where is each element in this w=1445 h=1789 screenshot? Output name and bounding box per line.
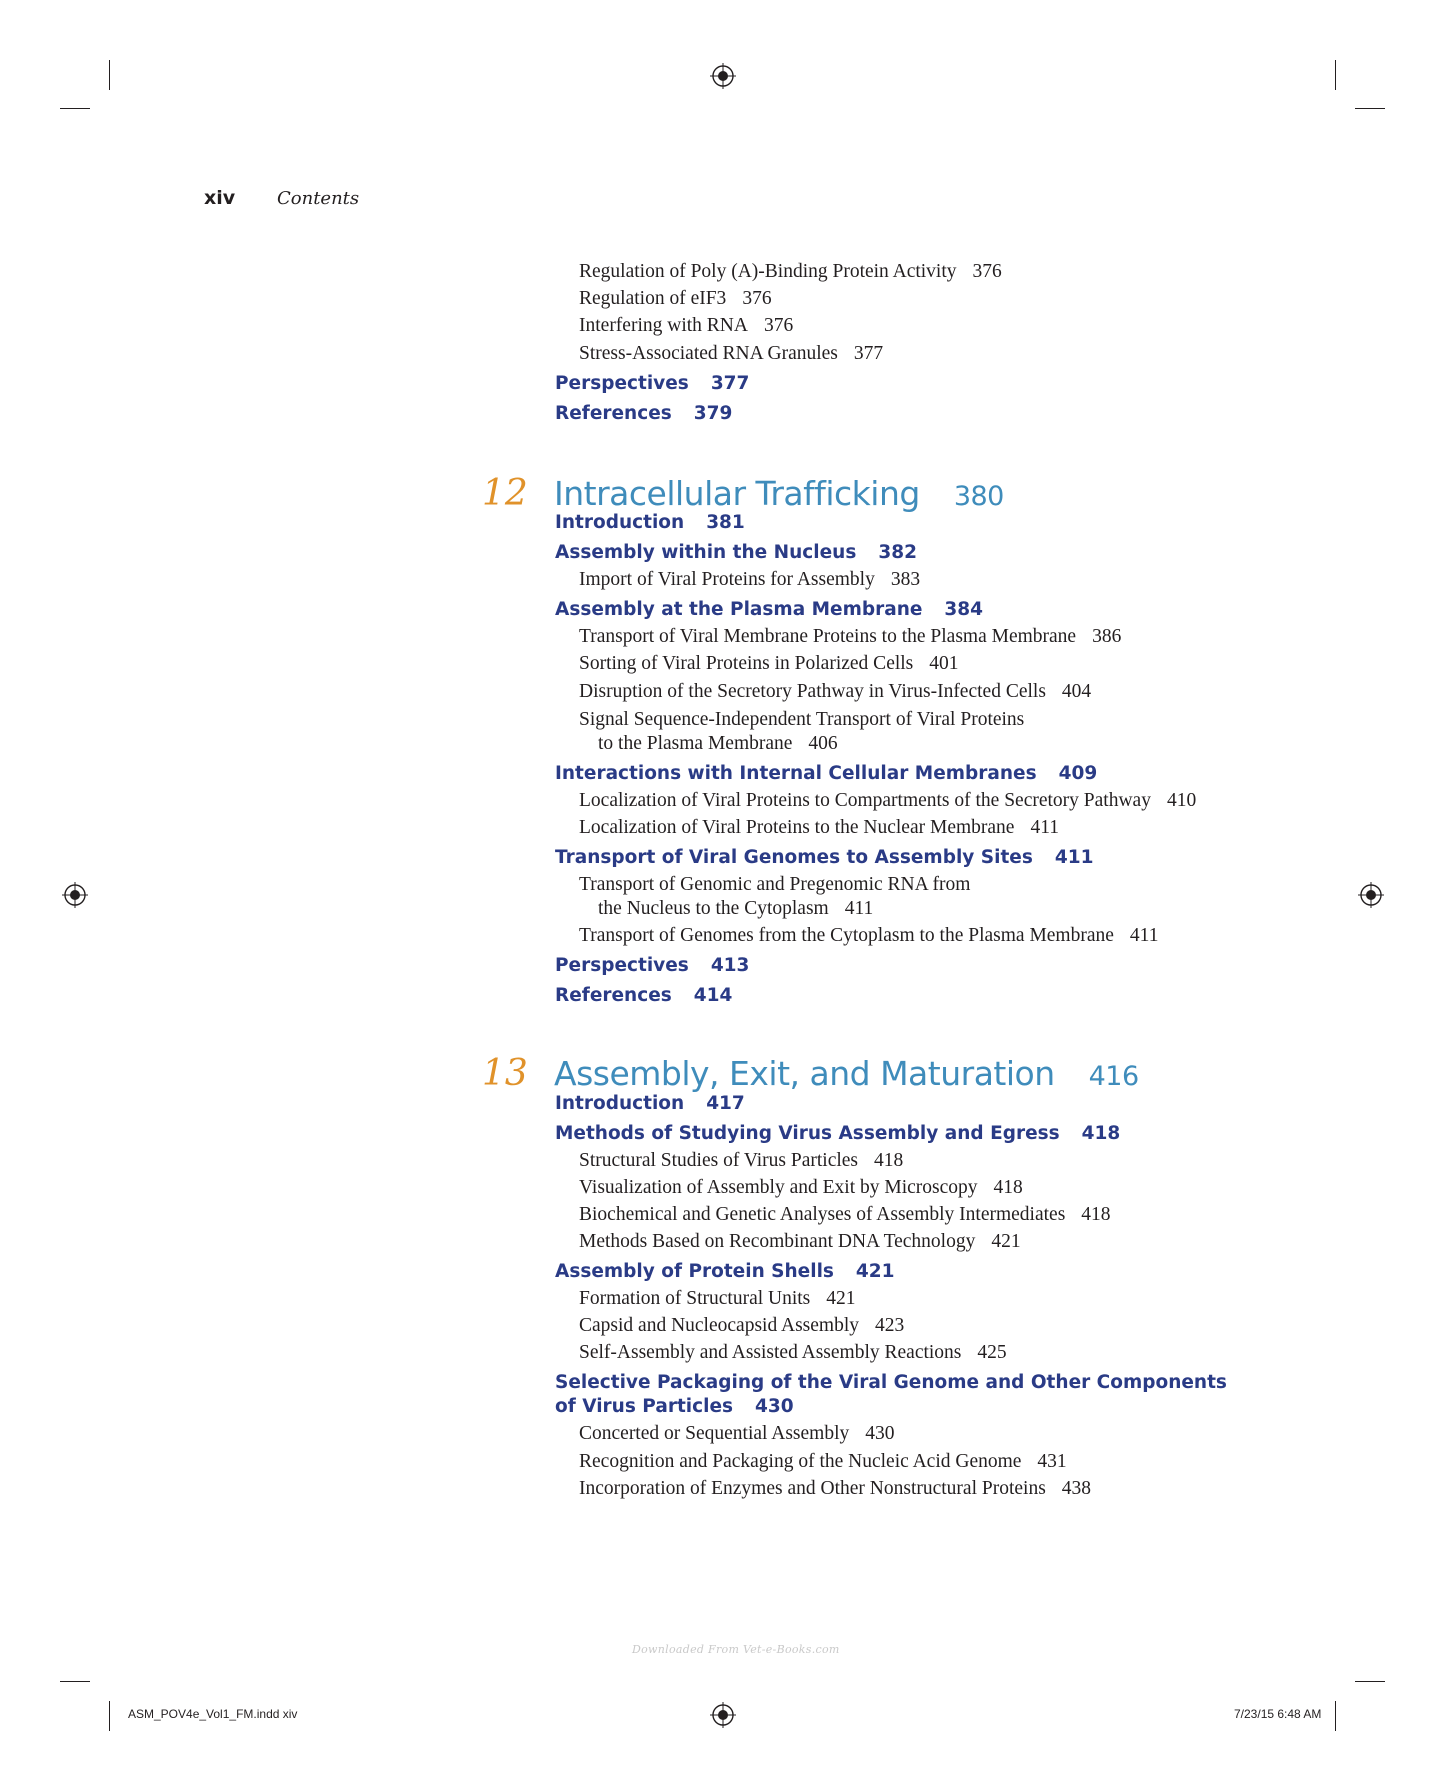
crop-mark [1355,1681,1385,1682]
toc-entry-title: References [555,985,672,1006]
crop-mark [1335,1701,1336,1731]
toc-subsection-entry[interactable] [579,1231,1021,1253]
toc-subsection-entry[interactable] [579,626,1121,648]
toc-entry-page: 376 [972,261,1002,282]
chapter-title-text: Assembly, Exit, and Maturation [554,1054,1055,1093]
toc-entry-title: Transport of Genomic and Pregenomic RNA from [579,874,971,895]
toc-section-entry[interactable] [555,1396,794,1417]
chapter-title[interactable] [554,1054,1139,1093]
toc-entry-title: Regulation of Poly (A)-Binding Protein Activity [579,261,957,282]
toc-entry-page: 379 [693,403,733,424]
watermark: Downloaded From Vet-e-Books.com [632,1643,840,1656]
toc-entry-title: Assembly within the Nucleus [555,542,857,563]
toc-entry-title: Regulation of eIF3 [579,288,727,309]
toc-subsection-entry[interactable] [579,925,1158,947]
toc-entry-page: 418 [1081,1204,1111,1225]
toc-entry-title: Interfering with RNA [579,315,748,336]
toc-subsection-entry[interactable] [579,817,1059,839]
toc-section-entry[interactable] [555,763,1097,784]
toc-entry-title: Capsid and Nucleocapsid Assembly [579,1315,859,1336]
toc-subsection-entry[interactable] [579,1204,1111,1226]
toc-entry-page: 411 [1129,925,1159,946]
toc-entry-page: 381 [706,512,745,533]
toc-subsection-entry[interactable] [579,288,772,310]
toc-entry-title: Signal Sequence-Independent Transport of Viral Proteins [579,709,1025,730]
toc-subsection-entry[interactable] [579,1478,1091,1500]
toc-entry-page: 406 [808,733,838,754]
toc-entry-title: Methods Based on Recombinant DNA Technology [579,1231,976,1252]
toc-entry-page: 376 [763,315,794,336]
crop-mark [60,1681,90,1682]
toc-subsection-entry[interactable] [598,898,873,920]
toc-entry-page: 401 [929,653,959,674]
toc-subsection-entry[interactable] [579,1177,1023,1199]
chapter-page: 380 [953,481,1004,512]
toc-entry-title: Biochemical and Genetic Analyses of Assembly Intermediates [579,1204,1066,1225]
registration-mark-icon [710,1702,736,1728]
toc-subsection-entry[interactable] [579,569,920,591]
chapter-title[interactable] [554,474,1004,513]
toc-entry-title: the Nucleus to the Cytoplasm [598,898,829,919]
toc-entry-page: 418 [993,1177,1023,1198]
toc-entry-page: 376 [742,288,772,309]
toc-entry-title: Self-Assembly and Assisted Assembly Reactions [579,1342,962,1363]
toc-entry-page: 430 [865,1423,895,1444]
toc-entry-page: 423 [875,1315,905,1336]
toc-entry-title: Structural Studies of Virus Particles [579,1150,859,1171]
toc-entry-title: Introduction [555,512,685,533]
toc-subsection-entry[interactable] [579,874,970,896]
toc-entry-page: 431 [1037,1451,1067,1472]
toc-subsection-entry[interactable] [579,790,1196,812]
registration-mark-icon [710,63,736,89]
toc-entry-page: 425 [977,1342,1007,1363]
toc-subsection-entry[interactable] [579,261,1002,283]
chapter-title-text: Intracellular Trafficking [554,474,920,513]
toc-subsection-entry[interactable] [579,315,793,337]
toc-entry-title: Assembly at the Plasma Membrane [555,599,923,620]
toc-subsection-entry[interactable] [579,1315,904,1337]
toc-entry-page: 377 [710,373,750,394]
toc-entry-title: Introduction [555,1093,685,1114]
chapter-page: 416 [1088,1061,1139,1092]
toc-entry-page: 404 [1061,681,1092,702]
page-folio: xiv [204,187,236,209]
toc-section-entry[interactable] [555,985,732,1006]
toc-entry-page: 382 [878,542,917,563]
toc-entry-title: to the Plasma Membrane [598,733,793,754]
toc-entry-title: Concerted or Sequential Assembly [579,1423,850,1444]
chapter-number: 13 [482,1053,528,1094]
toc-subsection-entry[interactable] [598,733,838,755]
toc-section-entry[interactable] [555,1372,1227,1393]
toc-section-entry[interactable] [555,542,917,563]
toc-section-entry[interactable] [555,1123,1120,1144]
toc-entry-page: 430 [755,1396,794,1417]
toc-subsection-entry[interactable] [579,1288,856,1310]
toc-section-entry[interactable] [555,599,983,620]
running-head: Contents [277,188,360,209]
crop-mark [1355,108,1385,109]
toc-entry-title: Stress-Associated RNA Granules [579,343,838,364]
toc-entry-title: Methods of Studying Virus Assembly and Egress [555,1123,1060,1144]
toc-entry-title: Transport of Viral Genomes to Assembly Sites [555,847,1033,868]
toc-entry-page: 417 [706,1093,745,1114]
toc-entry-page: 409 [1058,763,1098,784]
toc-subsection-entry[interactable] [579,1451,1067,1473]
toc-entry-title: Visualization of Assembly and Exit by Microscopy [579,1177,978,1198]
toc-entry-title: Localization of Viral Proteins to the Nuclear Membrane [579,817,1015,838]
toc-section-entry[interactable] [555,1093,745,1114]
toc-subsection-entry[interactable] [579,1150,903,1172]
toc-entry-page: 418 [1081,1123,1121,1144]
toc-entry-page: 418 [874,1150,904,1171]
chapter-number: 12 [482,473,528,514]
toc-entry-title: Import of Viral Proteins for Assembly [579,569,875,590]
toc-entry-page: 411 [844,898,874,919]
toc-entry-page: 421 [855,1261,895,1282]
toc-entry-title: Incorporation of Enzymes and Other Nonstructural Proteins [579,1478,1046,1499]
toc-entry-title: Formation of Structural Units [579,1288,811,1309]
slug-right: 7/23/15 6:48 AM [1234,1707,1322,1721]
toc-subsection-entry[interactable] [579,709,1024,731]
crop-mark [60,108,90,109]
toc-entry-title: References [555,403,672,424]
toc-entry-page: 411 [1054,847,1094,868]
toc-section-entry[interactable] [555,1261,895,1282]
toc-entry-title: Localization of Viral Proteins to Compartments of the Secretory Pathway [579,790,1151,811]
toc-entry-page: 438 [1061,1478,1092,1499]
toc-entry-title: Perspectives [555,955,689,976]
toc-entry-title: Sorting of Viral Proteins in Polarized Cells [579,653,914,674]
toc-subsection-entry[interactable] [579,653,959,675]
toc-section-entry[interactable] [555,373,749,394]
toc-entry-title: Transport of Viral Membrane Proteins to the Plasma Membrane [579,626,1077,647]
toc-entry-page: 421 [991,1231,1021,1252]
registration-mark-icon [1358,882,1384,908]
crop-mark [1335,60,1336,90]
toc-entry-page: 413 [710,955,750,976]
toc-subsection-entry[interactable] [579,1423,895,1445]
toc-entry-title: Disruption of the Secretory Pathway in Virus-Infected Cells [579,681,1046,702]
toc-section-entry[interactable] [555,955,749,976]
registration-mark-icon [62,882,88,908]
toc-entry-page: 377 [853,343,884,364]
toc-section-entry[interactable] [555,403,732,424]
toc-subsection-entry[interactable] [579,681,1091,703]
crop-mark [109,1701,110,1731]
toc-entry-title: Selective Packaging of the Viral Genome and Other Components [555,1372,1227,1393]
toc-section-entry[interactable] [555,847,1093,868]
toc-entry-title: Recognition and Packaging of the Nucleic Acid Genome [579,1451,1022,1472]
toc-subsection-entry[interactable] [579,1342,1007,1364]
toc-entry-page: 384 [944,599,984,620]
toc-entry-page: 386 [1092,626,1122,647]
toc-entry-page: 411 [1030,817,1059,838]
toc-entry-page: 421 [826,1288,856,1309]
crop-mark [109,60,110,90]
toc-entry-title: Perspectives [555,373,689,394]
toc-section-entry[interactable] [555,512,745,533]
toc-subsection-entry[interactable] [579,343,883,365]
toc-entry-page: 414 [693,985,733,1006]
toc-entry-page: 410 [1166,790,1197,811]
toc-entry-page: 383 [890,569,921,590]
toc-entry-title: of Virus Particles [555,1396,733,1417]
toc-entry-title: Assembly of Protein Shells [555,1261,834,1282]
slug-left: ASM_POV4e_Vol1_FM.indd xiv [128,1707,298,1721]
toc-entry-title: Transport of Genomes from the Cytoplasm to the Plasma Membrane [579,925,1114,946]
toc-entry-title: Interactions with Internal Cellular Membranes [555,763,1037,784]
